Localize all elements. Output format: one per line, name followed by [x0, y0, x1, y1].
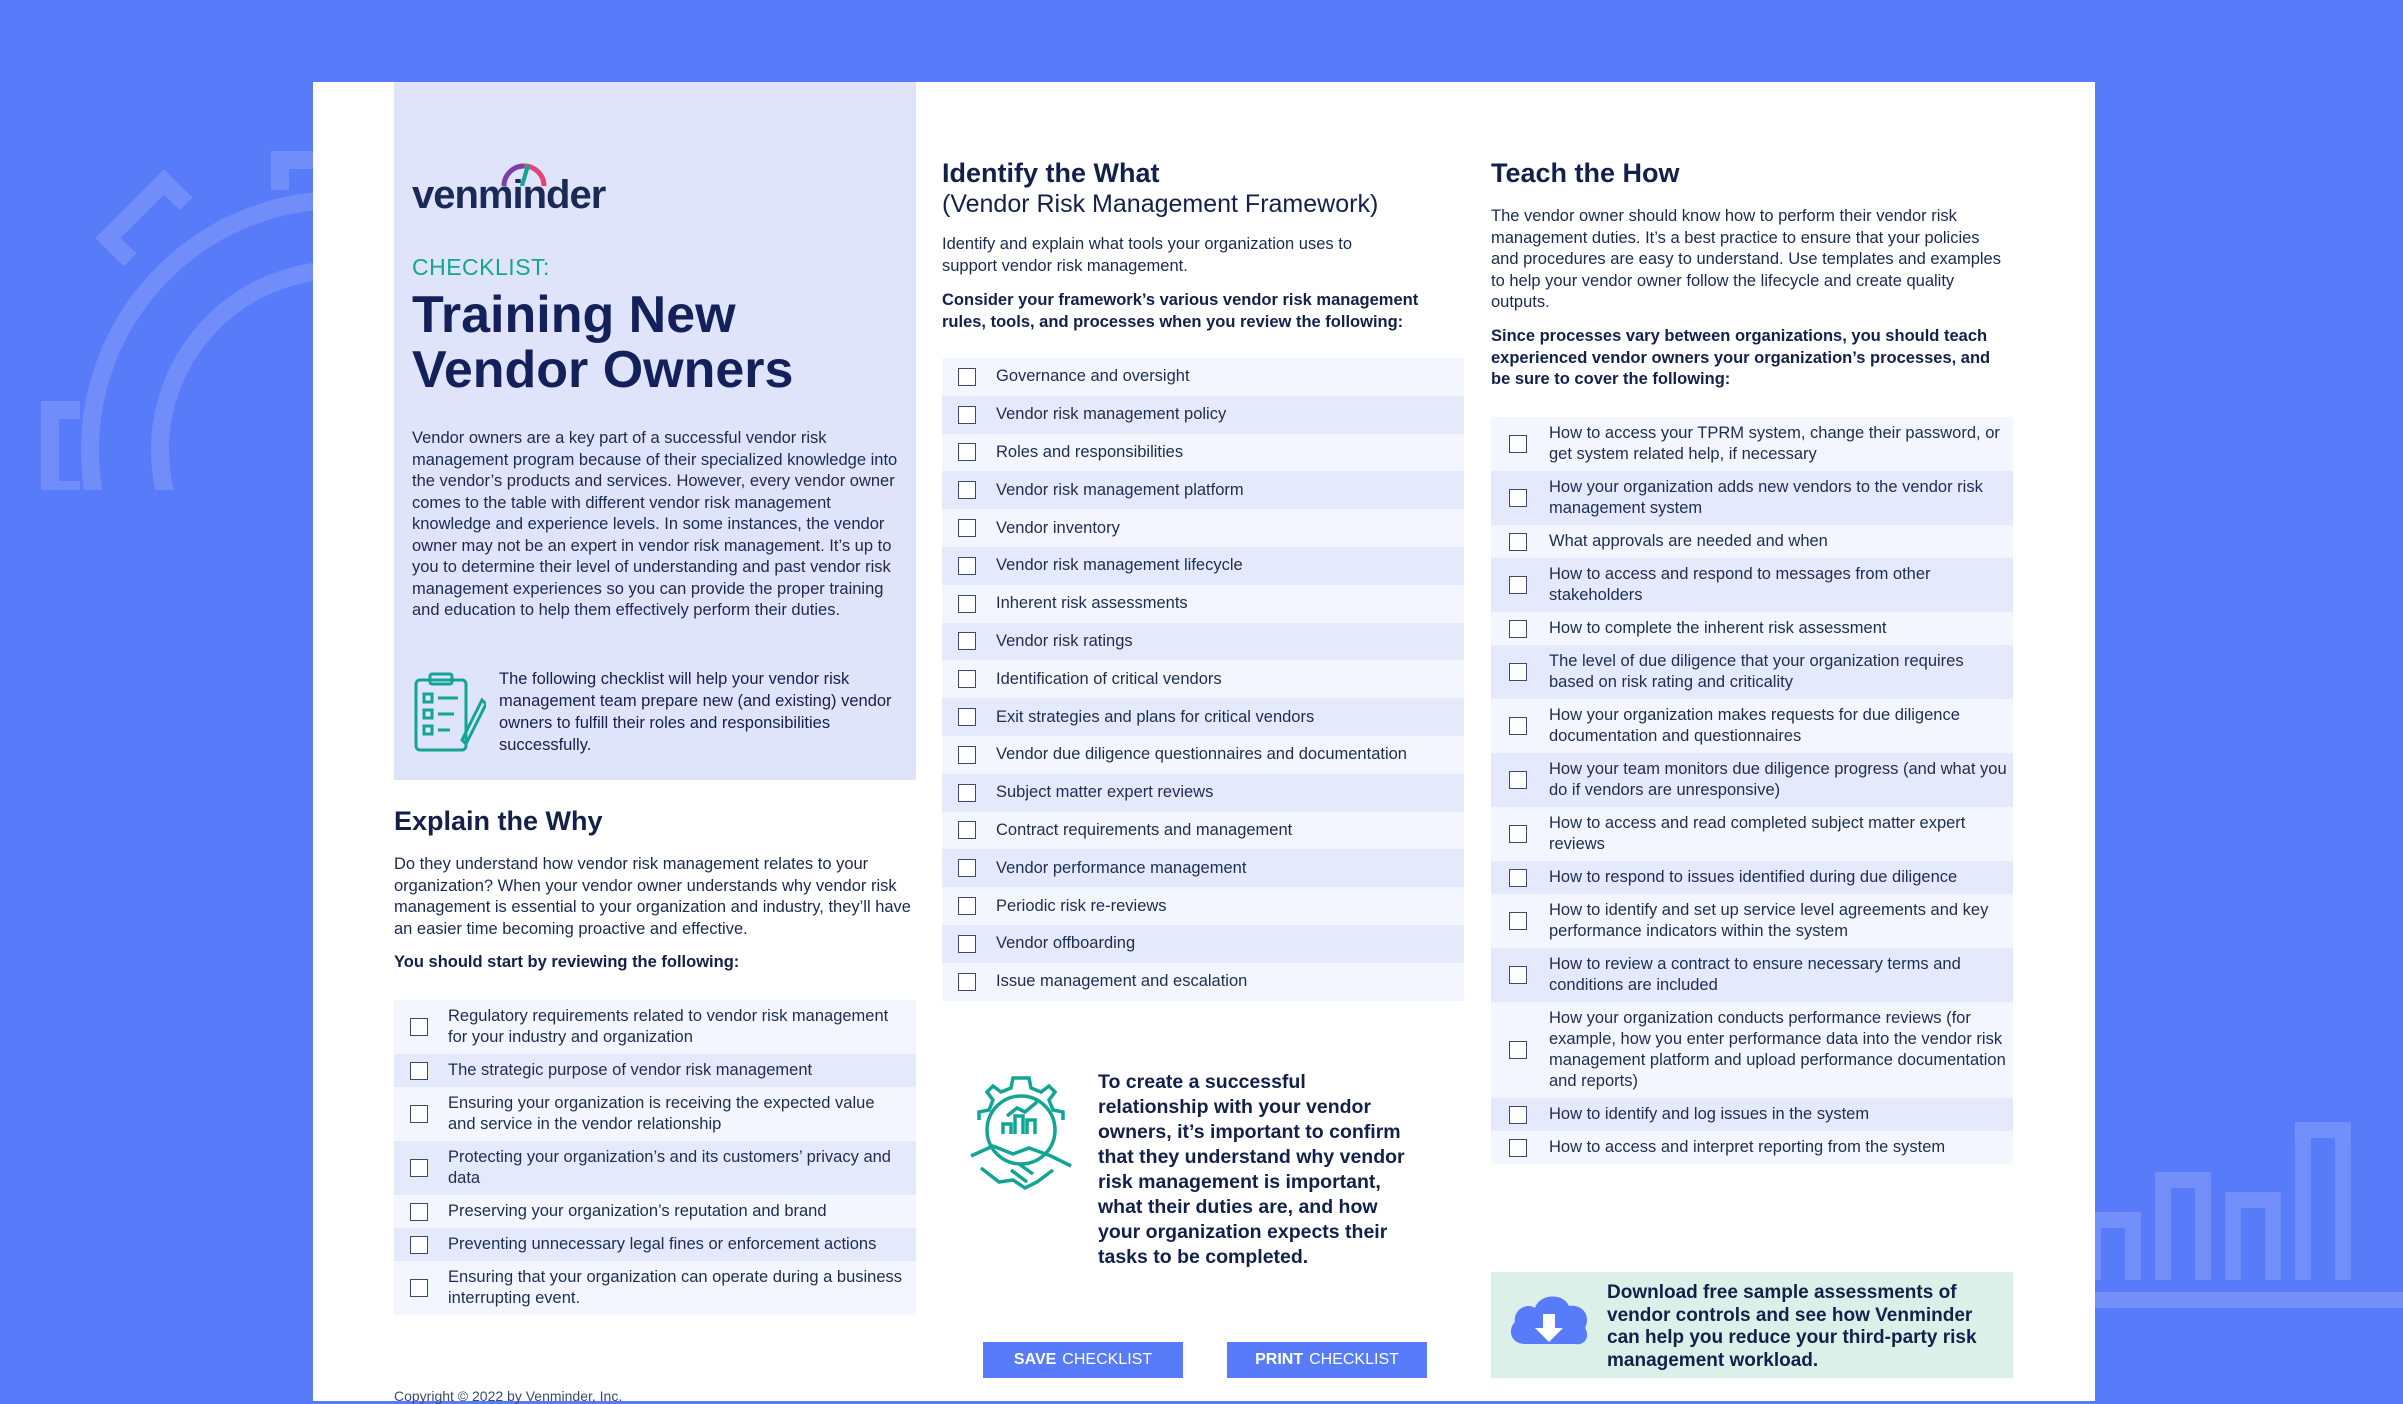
- checkbox[interactable]: [958, 670, 976, 688]
- checklist-item-label: Vendor due diligence questionnaires and documentation: [996, 745, 1407, 764]
- checkbox[interactable]: [410, 1203, 428, 1221]
- why-checklist-item[interactable]: [394, 1054, 916, 1087]
- checklist-item-label: How to access and interpret reporting from the system: [1549, 1138, 1946, 1156]
- checkbox[interactable]: [958, 519, 976, 537]
- checkbox[interactable]: [410, 1018, 428, 1036]
- download-text: Download free sample assessments of vendor controls and see how Venminder can help you reduce your third-party risk management workload.: [1607, 1282, 1977, 1371]
- checkbox[interactable]: [958, 595, 976, 613]
- checkbox[interactable]: [1509, 1106, 1527, 1124]
- venminder-logo: [412, 160, 622, 218]
- checkbox[interactable]: [1509, 663, 1527, 681]
- checklist-item-label: Inherent risk assessments: [996, 594, 1188, 613]
- checklist-item-label: Subject matter expert reviews: [996, 783, 1214, 802]
- checkbox[interactable]: [1509, 489, 1527, 507]
- how-checklist-item[interactable]: [1491, 612, 2013, 645]
- how-checklist-item[interactable]: [1491, 753, 2013, 807]
- checklist-item-label: How your organization conducts performance reviews (for example, how you enter performance data into the vendor risk management platform and upload performance documentation and reports): [1549, 1009, 2006, 1090]
- checkbox[interactable]: [958, 859, 976, 877]
- checklist-item-label: How to review a contract to ensure necessary terms and conditions are included: [1549, 955, 1961, 994]
- what-checklist-item[interactable]: [942, 471, 1464, 509]
- checklist-item-label: How your organization makes requests for due diligence documentation and questionnaires: [1549, 706, 1960, 745]
- how-body: The vendor owner should know how to perform their vendor risk management duties. It’s a best practice to ensure that your policies and procedures are easy to understand. Use templates and examples to help your vendor owner follow the lifecycle and create quality outputs.: [1491, 207, 2001, 311]
- copyright: Copyright © 2022 by Venminder, Inc.: [394, 1388, 623, 1404]
- checklist-item-label: What approvals are needed and when: [1549, 532, 1828, 550]
- why-body: Do they understand how vendor risk management relates to your organization? When your vendor owner understands why vendor risk management is essential to your organization and industry, they’ll have an easier time becoming proactive and effective.: [394, 855, 911, 938]
- checklist-item-label: Vendor risk management policy: [996, 405, 1227, 424]
- checkbox[interactable]: [958, 746, 976, 764]
- checkbox[interactable]: [958, 557, 976, 575]
- how-checklist-item[interactable]: [1491, 1131, 2013, 1164]
- checkbox[interactable]: [1509, 869, 1527, 887]
- how-checklist-item[interactable]: [1491, 645, 2013, 699]
- how-checklist-item[interactable]: [1491, 807, 2013, 861]
- what-checklist-item[interactable]: [942, 547, 1464, 585]
- how-checklist-item[interactable]: [1491, 417, 2013, 471]
- checkbox[interactable]: [958, 821, 976, 839]
- what-checklist-item[interactable]: [942, 774, 1464, 812]
- checkbox[interactable]: [958, 897, 976, 915]
- what-heading: Identify the What: [942, 158, 1160, 188]
- checkbox[interactable]: [1509, 912, 1527, 930]
- how-heading: Teach the How: [1491, 158, 1680, 188]
- download-banner[interactable]: [1491, 1272, 2013, 1378]
- checklist-label: CHECKLIST:: [412, 254, 550, 280]
- why-checklist: [394, 1000, 916, 1315]
- what-checklist-item[interactable]: [942, 736, 1464, 774]
- checklist-item-label: How your team monitors due diligence progress (and what you do if vendors are unresponsive): [1549, 760, 2007, 799]
- checkbox[interactable]: [1509, 717, 1527, 735]
- checklist-item-label: Vendor performance management: [996, 858, 1247, 877]
- checklist-item-label: Preventing unnecessary legal fines or enforcement actions: [448, 1235, 877, 1253]
- why-checklist-item[interactable]: [394, 1000, 916, 1054]
- checklist-item-label: How to complete the inherent risk assessment: [1549, 619, 1887, 637]
- checkbox[interactable]: [410, 1159, 428, 1177]
- what-checklist-item[interactable]: [942, 434, 1464, 472]
- gear-handshake-icon: [961, 1072, 1081, 1194]
- bar-chart-background-icon: [2083, 1080, 2403, 1320]
- how-checklist-item[interactable]: [1491, 1002, 2013, 1098]
- callout-text: To create a successful relationship with your vendor owners, it’s important to confirm that they understand why vendor risk management is important, what their duties are, and how your organization expects their tasks to be completed.: [1098, 1071, 1405, 1268]
- checklist-item-label: Vendor offboarding: [996, 934, 1136, 953]
- checkbox[interactable]: [1509, 533, 1527, 551]
- checklist-item-label: Contract requirements and management: [996, 820, 1293, 839]
- intro-paragraph: Vendor owners are a key part of a successful vendor risk management program because of their specialized knowledge into the vendor’s products and services. However, every vendor owner comes to the table with different vendor risk management knowledge and experience levels. In some instances, the vendor owner may not be an expert in vendor risk management. It’s up to you to determine their level of understanding and past vendor risk management experiences so you can provide the proper training and education to help them effectively perform their duties.: [412, 429, 898, 619]
- what-checklist-item[interactable]: [942, 812, 1464, 850]
- checkbox[interactable]: [958, 632, 976, 650]
- checklist-item-label: Vendor risk management platform: [996, 480, 1244, 499]
- checklist-item-label: Vendor risk ratings: [996, 631, 1133, 650]
- how-checklist-item[interactable]: [1491, 861, 2013, 894]
- checklist-item-label: Vendor risk management lifecycle: [996, 556, 1243, 575]
- checkbox[interactable]: [1509, 576, 1527, 594]
- checklist-item-label: How to access and read completed subject matter expert reviews: [1549, 814, 1966, 853]
- what-subheading: (Vendor Risk Management Framework): [942, 190, 1379, 218]
- what-body: Identify and explain what tools your organization uses to support vendor risk management.: [942, 235, 1353, 275]
- checkbox[interactable]: [410, 1105, 428, 1123]
- checklist-item-label: Identification of critical vendors: [996, 669, 1222, 688]
- why-lead: You should start by reviewing the following:: [394, 953, 740, 971]
- checklist-item-label: Preserving your organization’s reputation and brand: [448, 1202, 827, 1220]
- checklist-item-label: How to respond to issues identified during due diligence: [1549, 868, 1958, 886]
- checklist-item-label: Exit strategies and plans for critical vendors: [996, 707, 1315, 726]
- why-heading: Explain the Why: [394, 806, 603, 836]
- checkbox[interactable]: [410, 1236, 428, 1254]
- print-button-label: CHECKLIST: [1309, 1351, 1399, 1368]
- checkbox[interactable]: [1509, 1041, 1527, 1059]
- checkbox[interactable]: [958, 935, 976, 953]
- how-checklist: [1491, 417, 2013, 1164]
- checklist-item-label: How your organization adds new vendors to the vendor risk management system: [1549, 478, 1983, 517]
- checklist-item-label: Ensuring that your organization can operate during a business interrupting event.: [448, 1268, 903, 1307]
- logo-text: venminder: [412, 173, 606, 217]
- checklist-item-label: Governance and oversight: [996, 367, 1190, 386]
- checkbox[interactable]: [958, 708, 976, 726]
- save-checklist-button[interactable]: [983, 1342, 1183, 1378]
- what-checklist-item[interactable]: [942, 358, 1464, 396]
- checkbox[interactable]: [958, 481, 976, 499]
- what-checklist-item[interactable]: [942, 585, 1464, 623]
- what-checklist-item[interactable]: [942, 396, 1464, 434]
- checkbox[interactable]: [410, 1279, 428, 1297]
- print-checklist-button[interactable]: [1227, 1342, 1427, 1378]
- how-lead: Since processes vary between organizations, you should teach experienced vendor owners your organization’s processes, and be sure to cover the following:: [1491, 327, 1991, 388]
- checklist-item-label: Periodic risk re-reviews: [996, 896, 1167, 915]
- what-checklist-item[interactable]: [942, 509, 1464, 547]
- checkbox[interactable]: [1509, 1139, 1527, 1157]
- checklist-item-label: The level of due diligence that your organization requires based on risk rating and criticality: [1549, 652, 1964, 691]
- checklist-item-label: How to identify and log issues in the system: [1549, 1105, 1870, 1123]
- why-checklist-item[interactable]: [394, 1228, 916, 1261]
- checklist-item-label: Ensuring your organization is receiving the expected value and service in the vendor relationship: [448, 1094, 875, 1133]
- what-checklist-item[interactable]: [942, 660, 1464, 698]
- save-button-label: CHECKLIST: [1062, 1351, 1153, 1368]
- checklist-item-label: Protecting your organization’s and its customers’ privacy and data: [448, 1148, 891, 1187]
- checkbox[interactable]: [1509, 435, 1527, 453]
- what-lead: Consider your framework’s various vendor risk management rules, tools, and processes when you review the following:: [942, 291, 1419, 331]
- checklist-item-label: Issue management and escalation: [996, 972, 1248, 991]
- what-checklist-item[interactable]: [942, 963, 1464, 1001]
- print-button-bold: PRINT: [1255, 1351, 1304, 1368]
- how-checklist-item[interactable]: [1491, 894, 2013, 948]
- cloud-download-icon: [1505, 1286, 1593, 1356]
- checkbox[interactable]: [958, 973, 976, 991]
- checkbox[interactable]: [410, 1062, 428, 1080]
- checklist-item-label: Regulatory requirements related to vendor risk management for your industry and organization: [448, 1007, 889, 1046]
- what-checklist-item[interactable]: [942, 698, 1464, 736]
- intro-note: The following checklist will help your vendor risk management team prepare new (and existing) vendor owners to fulfill their roles and responsibilities successfully.: [499, 670, 892, 754]
- checklist-item-label: How to access your TPRM system, change their password, or get system related help, if necessary: [1549, 424, 2000, 463]
- checkbox[interactable]: [1509, 825, 1527, 843]
- how-checklist-item[interactable]: [1491, 699, 2013, 753]
- checklist-item-label: The strategic purpose of vendor risk management: [448, 1061, 813, 1079]
- what-checklist-item[interactable]: [942, 887, 1464, 925]
- checklist-sheet: [313, 82, 2095, 1404]
- checklist-item-label: Roles and responsibilities: [996, 442, 1184, 461]
- save-button-bold: SAVE: [1013, 1351, 1057, 1368]
- how-checklist-item[interactable]: [1491, 471, 2013, 525]
- how-checklist-item[interactable]: [1491, 525, 2013, 558]
- why-checklist-item[interactable]: [394, 1087, 916, 1141]
- checklist-item-label: How to identify and set up service level agreements and key performance indicators within the system: [1549, 901, 1989, 940]
- checkbox[interactable]: [958, 406, 976, 424]
- why-checklist-item[interactable]: [394, 1141, 916, 1195]
- checklist-item-label: Vendor inventory: [996, 518, 1120, 537]
- why-checklist-item[interactable]: [394, 1261, 916, 1315]
- checkbox[interactable]: [958, 368, 976, 386]
- what-checklist-item[interactable]: [942, 925, 1464, 963]
- checklist-item-label: How to access and respond to messages from other stakeholders: [1549, 565, 1931, 604]
- checkbox[interactable]: [958, 443, 976, 461]
- checkbox[interactable]: [1509, 620, 1527, 638]
- checkbox[interactable]: [1509, 966, 1527, 984]
- how-checklist-item[interactable]: [1491, 1098, 2013, 1131]
- how-checklist-item[interactable]: [1491, 558, 2013, 612]
- what-checklist-item[interactable]: [942, 623, 1464, 661]
- how-checklist-item[interactable]: [1491, 948, 2013, 1002]
- what-checklist: [942, 358, 1464, 1001]
- page-title: Training New Vendor Owners: [412, 286, 794, 399]
- checkbox[interactable]: [958, 784, 976, 802]
- checkbox[interactable]: [1509, 771, 1527, 789]
- clipboard-checklist-icon: [412, 670, 486, 754]
- intro-panel: [394, 82, 916, 780]
- what-checklist-item[interactable]: [942, 849, 1464, 887]
- why-checklist-item[interactable]: [394, 1195, 916, 1228]
